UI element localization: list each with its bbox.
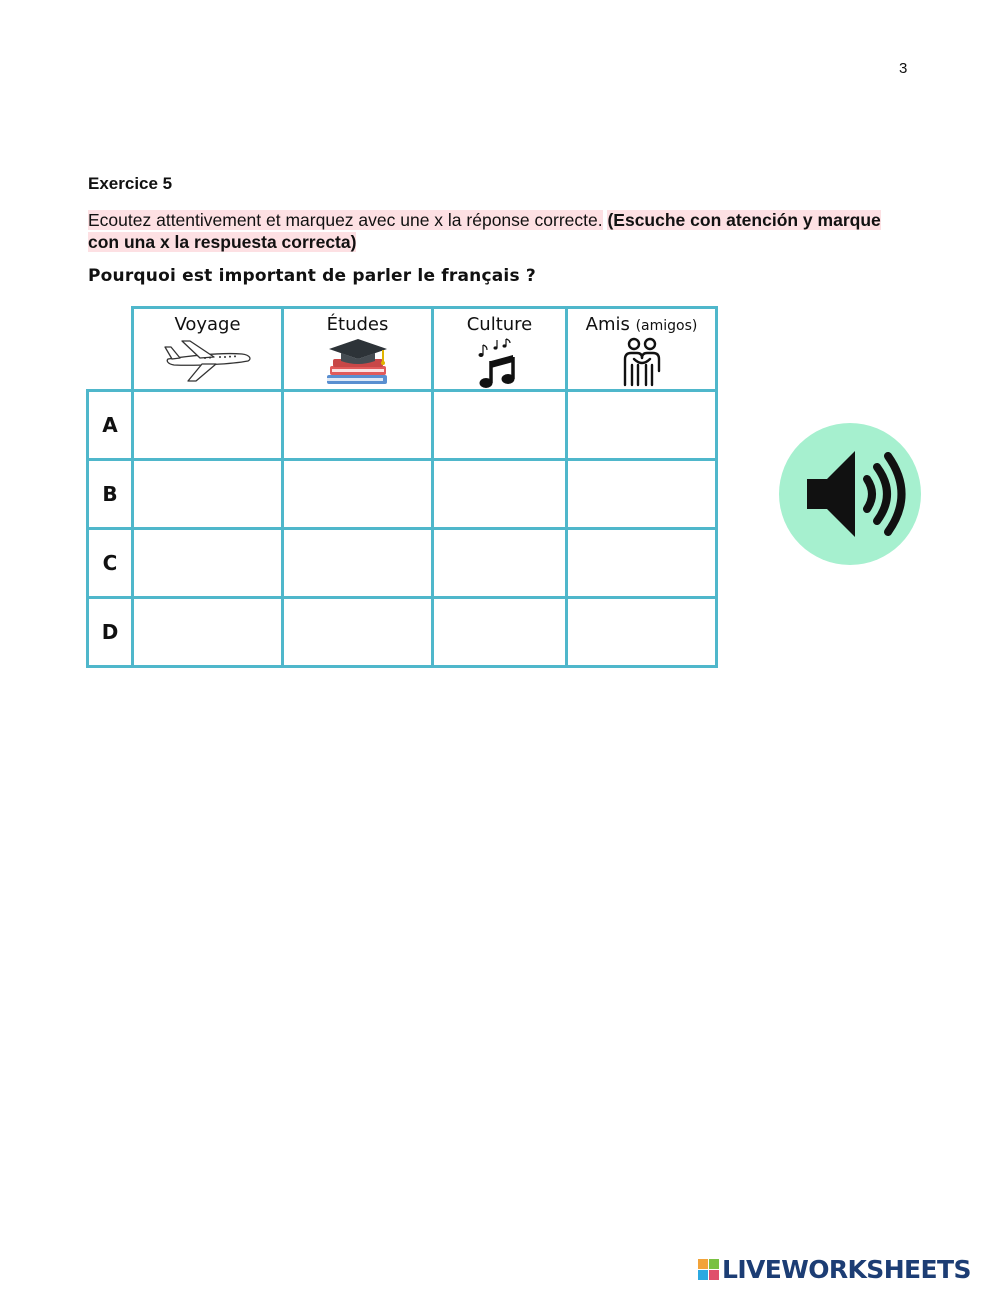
col-header-voyage <box>133 308 283 391</box>
answer-cell-a-voyage[interactable] <box>133 391 283 460</box>
col-label-amis <box>568 309 715 335</box>
col-label-etudes: Études <box>326 314 389 335</box>
col-label-voyage: Voyage <box>174 314 241 335</box>
liveworksheets-logo <box>698 1255 971 1284</box>
music-notes-icon <box>475 337 525 389</box>
corner-cell <box>88 308 133 391</box>
row-label-a: A <box>88 391 133 460</box>
col-label-amis-note: (amigos) <box>635 318 698 334</box>
answer-cell-d-amis[interactable] <box>567 598 717 667</box>
answer-cell-b-etudes[interactable] <box>283 460 433 529</box>
answer-cell-d-etudes[interactable] <box>283 598 433 667</box>
logo-text: LIVEWORKSHEETS <box>722 1255 971 1284</box>
exercise-title: Exercice 5 <box>88 174 173 193</box>
answer-cell-c-culture[interactable] <box>433 529 567 598</box>
col-header-amis <box>567 308 717 391</box>
answer-cell-c-amis[interactable] <box>567 529 717 598</box>
answer-cell-b-amis[interactable] <box>567 460 717 529</box>
page-number: 3 <box>899 60 908 77</box>
friends-icon <box>620 337 664 389</box>
answer-cell-d-voyage[interactable] <box>133 598 283 667</box>
question: Pourquoi est important de parler le français ? <box>88 266 536 286</box>
row-label-b: B <box>88 460 133 529</box>
answer-cell-c-etudes[interactable] <box>283 529 433 598</box>
logo-mark-icon <box>698 1259 719 1280</box>
row-label-c: C <box>88 529 133 598</box>
col-label-culture: Culture <box>466 314 533 335</box>
grid-row-c <box>88 529 717 598</box>
airplane-icon <box>162 337 254 383</box>
answer-cell-b-culture[interactable] <box>433 460 567 529</box>
instruction-spanish: (Escuche con atención y marque con una x la respuesta correcta) <box>88 210 881 252</box>
books-graduation-cap-icon <box>323 337 393 387</box>
header-row <box>88 308 717 391</box>
instructions <box>88 209 914 253</box>
grid-row-b <box>88 460 717 529</box>
col-label-amis-text: Amis <box>585 314 630 335</box>
audio-play-button[interactable] <box>779 423 921 565</box>
row-label-d: D <box>88 598 133 667</box>
answer-cell-a-amis[interactable] <box>567 391 717 460</box>
answer-cell-a-culture[interactable] <box>433 391 567 460</box>
answer-cell-d-culture[interactable] <box>433 598 567 667</box>
answer-grid <box>86 306 718 668</box>
instruction-french: Ecoutez attentivement et marquez avec une x la réponse correcte. <box>88 210 603 230</box>
col-header-culture <box>433 308 567 391</box>
grid-row-d <box>88 598 717 667</box>
grid-row-a <box>88 391 717 460</box>
answer-cell-c-voyage[interactable] <box>133 529 283 598</box>
answer-cell-a-etudes[interactable] <box>283 391 433 460</box>
answer-cell-b-voyage[interactable] <box>133 460 283 529</box>
col-header-etudes <box>283 308 433 391</box>
speaker-icon <box>779 423 921 565</box>
